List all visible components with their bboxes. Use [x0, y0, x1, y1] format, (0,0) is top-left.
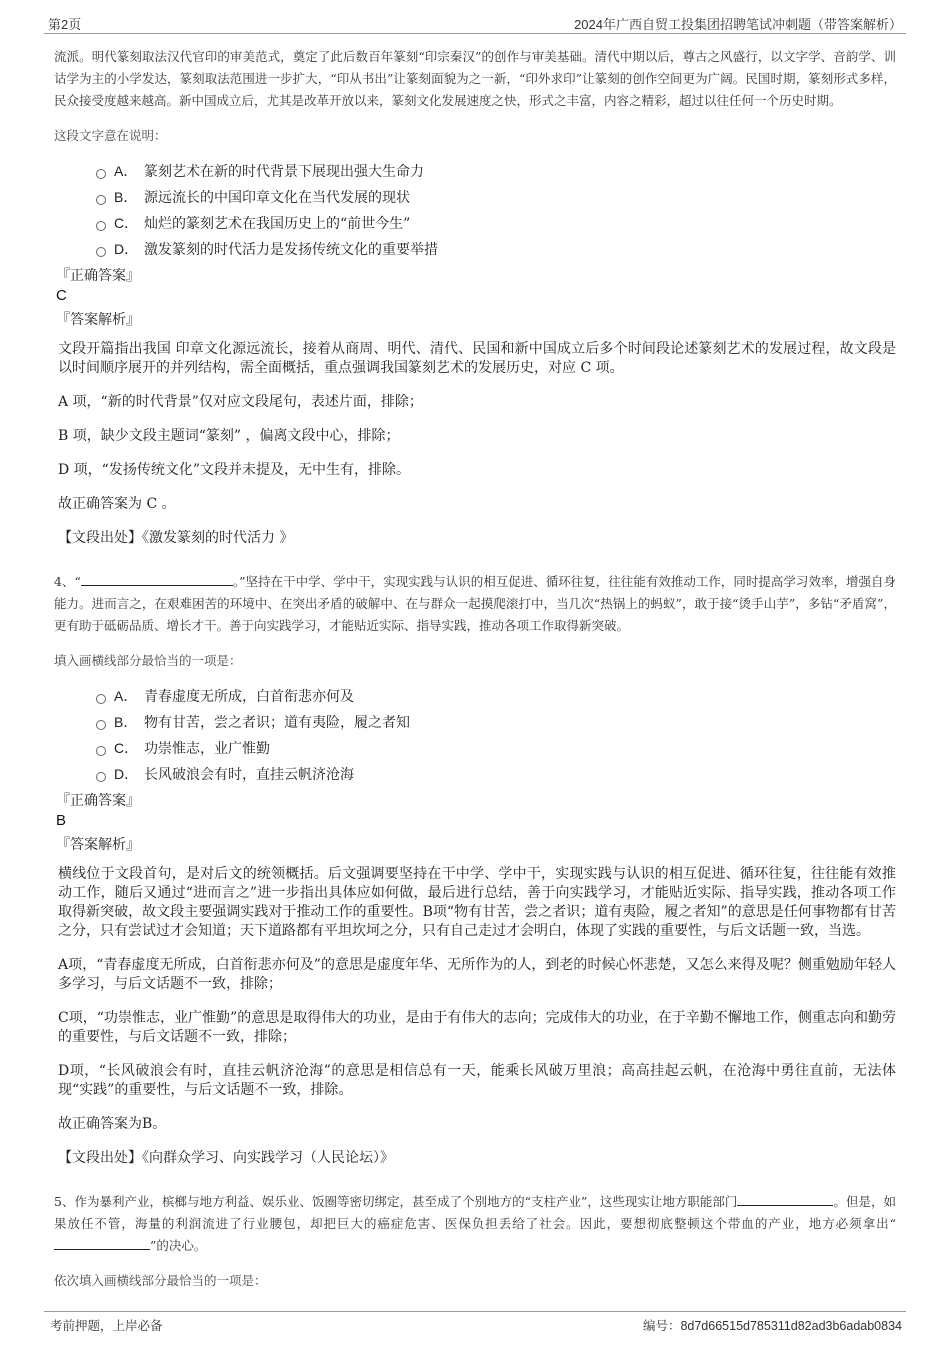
radio-icon[interactable]	[96, 195, 106, 205]
radio-icon[interactable]	[96, 720, 106, 730]
page-content	[54, 46, 896, 1289]
radio-icon[interactable]	[96, 746, 106, 756]
question-5	[54, 1191, 896, 1289]
document-title: 2024年广西自贸工投集团招聘笔试冲刺题（带答案解析）	[574, 17, 902, 32]
question-4	[54, 571, 896, 1167]
analysis-paragraph: 文段开篇指出我国 印章文化源远流长，接着从商周、明代、清代、民国和新中国成立后多个时间段论述篆刻艺术的发展过程，故文段是以时间顺序展开的并列结构，需全面概括，重点强调我国篆刻艺术的发展历史，对应 C 项。	[58, 341, 896, 376]
passage-source: 【文段出处】《向群众学习、向实践学习（人民论坛）》	[58, 1150, 394, 1166]
question-3-options	[54, 158, 896, 262]
analysis-heading: 『答案解析』	[56, 312, 140, 328]
analysis-paragraph: A 项，“新的时代背景”仅对应文段尾句，表述片面，排除；	[58, 394, 423, 410]
answer-analysis	[54, 865, 896, 1134]
option-d[interactable]: D． 激发篆刻的时代活力是发扬传统文化的重要举措	[96, 236, 896, 262]
analysis-paragraph: C项，“功崇惟志，业广惟勤”的意思是取得伟大的功业，是由于有伟大的志向；完成伟大的功业，在于辛勤不懈地工作，侧重志向和勤劳的重要性，与后文话题不一致，排除；	[58, 1010, 896, 1045]
analysis-paragraph: B 项，缺少文段主题词“篆刻” ，偏离文段中心，排除；	[58, 428, 400, 444]
question-3	[54, 46, 896, 547]
analysis-paragraph: A项，“青春虚度无所成，白首衔悲亦何及”的意思是虚度年华、无所作为的人，到老的时候心怀悲楚，又怎么来得及呢？侧重勉励年轻人多学习，与后文话题不一致，排除；	[58, 957, 896, 992]
option-a[interactable]: A． 篆刻艺术在新的时代背景下展现出强大生命力	[96, 158, 896, 184]
radio-icon[interactable]	[96, 694, 106, 704]
analysis-paragraph: D 项，“发扬传统文化”文段并未提及，无中生有，排除。	[58, 462, 410, 478]
analysis-heading: 『答案解析』	[56, 837, 140, 853]
answer-heading: 『正确答案』	[56, 268, 140, 284]
option-c[interactable]: C． 功崇惟志，业广惟勤	[96, 735, 896, 761]
document-code: 编号：8d7d66515d785311d82ad3b6adab0834	[642, 1319, 902, 1333]
correct-answer: C	[56, 287, 67, 304]
answer-heading: 『正确答案』	[56, 793, 140, 809]
passage-source: 【文段出处】《激发篆刻的时代活力 》	[58, 530, 294, 546]
question-4-passage: 4、“ 。”坚持在干中学、学中干，实现实践与认识的相互促进、循环往复，往往能有效推动工作，同时提高学习效率，增强自身能力。进而言之，在艰难困苦的环境中、在突出矛盾的破解中、在与群众一起摸爬滚打中，当几次“热锅上的蚂蚁”，敢于接“烫手山芋”，多钻“矛盾窝”，更有助于砥砺品质、增长才干。善于向实践学习，才能贴近实际、指导实践，推动各项工作取得新突破。	[54, 574, 896, 633]
question-5-passage: 5、作为暴利产业，槟榔与地方利益、娱乐业、饭圈等密切绑定，甚至成了个别地方的“支柱产业”，这些现实让地方职能部门 。但是，如果放任不管，海量的利润流进了行业腰包，却把巨大的癌症危害、医保负担丢给了社会。因此，要想彻底整顿这个带血的产业，地方必须拿出“”的决心。	[54, 1194, 896, 1253]
radio-icon[interactable]	[96, 772, 106, 782]
option-d[interactable]: D． 长风破浪会有时，直挂云帆济沧海	[96, 761, 896, 787]
correct-answer: B	[56, 812, 67, 829]
question-4-options	[54, 683, 896, 787]
option-a[interactable]: A． 青春虚度无所成，白首衔悲亦何及	[96, 683, 896, 709]
analysis-paragraph: 横线位于文段首句，是对后文的统领概括。后文强调要坚持在干中学、学中干，实现实践与认识的相互促进、循环往复，往往能有效推动工作，随后又通过“进而言之”进一步指出具体应如何做，最后进行总结，善于向实践学习，才能贴近实际、指导实践，推动各项工作取得新突破，故文段主要强调实践对于推动工作的重要性。B项“物有甘苦，尝之者识；道有夷险，履之者知”的意思是任何事物都有甘苦之分，只有尝试过才会知道；天下道路都有平坦坎坷之分，只有自己走过才会明白，体现了实践的重要性，与后文话题一致，当选。	[58, 866, 896, 939]
analysis-paragraph: D项，“长风破浪会有时，直挂云帆济沧海”的意思是相信总有一天，能乘长风破万里浪；高高挂起云帆，在沧海中勇往直前，无法体现“实践”的重要性，与后文话题不一致，排除。	[58, 1063, 896, 1098]
page-header	[44, 10, 906, 34]
option-b[interactable]: B． 源远流长的中国印章文化在当代发展的现状	[96, 184, 896, 210]
question-3-prompt: 这段文字意在说明：	[54, 128, 167, 143]
radio-icon[interactable]	[96, 221, 106, 231]
question-4-prompt: 填入画横线部分最恰当的一项是：	[54, 653, 242, 668]
page-number: 第2页	[48, 17, 82, 32]
answer-analysis	[54, 340, 896, 514]
fill-blank	[54, 1236, 150, 1250]
option-b[interactable]: B． 物有甘苦，尝之者识；道有夷险，履之者知	[96, 709, 896, 735]
question-5-prompt: 依次填入画横线部分最恰当的一项是：	[54, 1273, 267, 1288]
footer-slogan: 考前押题，上岸必备	[50, 1318, 163, 1333]
question-3-passage: 流派。明代篆刻取法汉代官印的审美范式，奠定了此后数百年篆刻“印宗秦汉”的创作与审美基础。清代中期以后，尊古之风盛行，以文字学、音韵学、训诂学为主的小学发达，篆刻取法范围进一步扩大，“印从书出”让篆刻面貌为之一新，“印外求印”让篆刻的创作空间更为广阔。民国时期，篆刻形式多样，民众接受度越来越高。新中国成立后，尤其是改革开放以来，篆刻文化发展速度之快，形式之丰富，内容之精彩，超过以往任何一个历史时期。	[54, 49, 896, 108]
page-footer	[44, 1311, 906, 1337]
fill-blank	[81, 572, 233, 586]
radio-icon[interactable]	[96, 169, 106, 179]
analysis-paragraph: 故正确答案为 C 。	[58, 496, 176, 512]
option-c[interactable]: C． 灿烂的篆刻艺术在我国历史上的“前世今生”	[96, 210, 896, 236]
fill-blank	[737, 1192, 833, 1206]
radio-icon[interactable]	[96, 247, 106, 257]
analysis-paragraph: 故正确答案为B。	[58, 1116, 167, 1132]
